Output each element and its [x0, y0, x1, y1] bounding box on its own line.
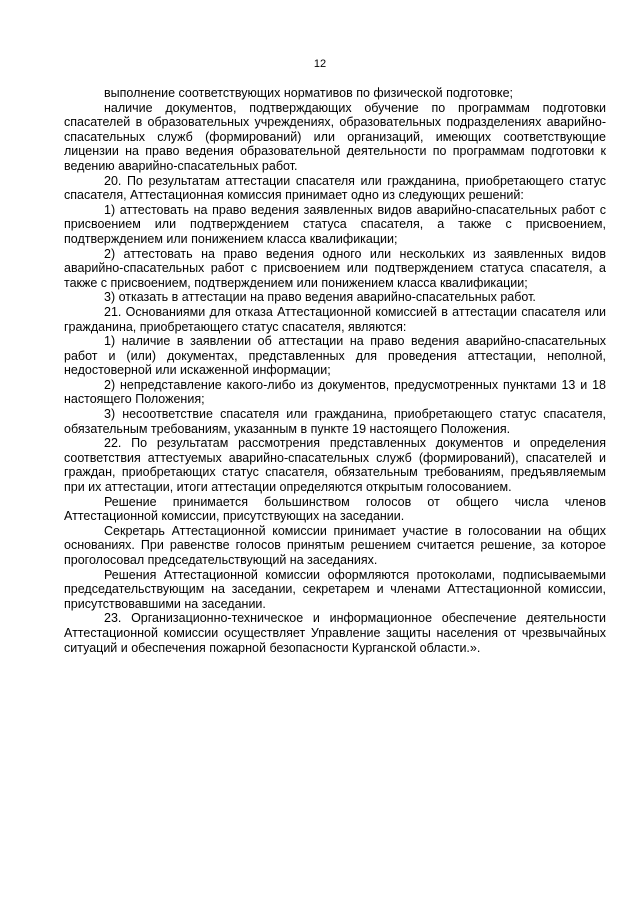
- paragraph: 22. По результатам рассмотрения представленных документов и определения соответствия аттестуемых аварийно-спасательных служб (формирований), спасателей и граждан, приобретающих статус спасателя, обязательным требованиям, предъявляемым при их аттестации, итоги аттестации определяются открытым голосованием.: [64, 436, 606, 495]
- paragraph: 3) отказать в аттестации на право ведения аварийно-спасательных работ.: [104, 290, 536, 305]
- document-body: [64, 86, 606, 655]
- paragraph: 3) несоответствие спасателя или гражданина, приобретающего статус спасателя, обязательным требованиям, указанным в пункте 19 настоящего Положения.: [64, 407, 606, 436]
- paragraph: 23. Организационно-техническое и информационное обеспечение деятельности Аттестационной комиссии осуществляет Управление защиты населения от чрезвычайных ситуаций и обеспечения пожарной безопасности Курганской области.».: [64, 611, 606, 655]
- paragraph: 1) аттестовать на право ведения заявленных видов аварийно-спасательных работ с присвоением или подтверждением статуса спасателя, а также с присвоением, подтверждением или понижением класса квалификации;: [64, 202, 606, 246]
- paragraph: Секретарь Аттестационной комиссии принимает участие в голосовании на общих основаниях. При равенстве голосов принятым решением считается решение, за которое проголосовал председательствующий на заседаниях.: [64, 523, 606, 567]
- paragraph: выполнение соответствующих нормативов по физической подготовке;: [104, 86, 514, 100]
- paragraph: 2) аттестовать на право ведения одного или нескольких из заявленных видов аварийно-спасательных работ с присвоением или подтверждением статуса спасателя, а также с присвоением, подтверждением или понижением класса квалификации;: [64, 246, 606, 290]
- paragraph: 21. Основаниями для отказа Аттестационной комиссией в аттестации спасателя или гражданина, приобретающего статус спасателя, являются:: [64, 304, 606, 334]
- paragraph: Решения Аттестационной комиссии оформляются протоколами, подписываемыми председательствующим на заседании, секретарем и членами Аттестационной комиссии, присутствовавшими на заседании.: [64, 567, 606, 611]
- paragraph: наличие документов, подтверждающих обучение по программам подготовки спасателей в образовательных учреждениях, образовательных подразделениях аварийно-спасательных служб (формирований) или организаций, имеющих соответствующие лицензии на право ведения образовательной деятельности по программам подготовки к ведению аварийно-спасательных работ.: [64, 100, 606, 173]
- page-number: 12: [313, 58, 327, 70]
- paragraph: 1) наличие в заявлении об аттестации на право ведения аварийно-спасательных работ и (или) документах, представленных для проведения аттестации, неполной, недостоверной или искаженной информации;: [64, 334, 606, 378]
- paragraph: Решение принимается большинством голосов от общего числа членов Аттестационной комиссии, присутствующих на заседании.: [64, 494, 606, 524]
- paragraph: 20. По результатам аттестации спасателя или гражданина, приобретающего статус спасателя, Аттестационная комиссия принимает одно из следующих решений:: [64, 173, 606, 203]
- paragraph: 2) непредставление какого-либо из документов, предусмотренных пунктами 13 и 18 настоящего Положения;: [64, 377, 606, 407]
